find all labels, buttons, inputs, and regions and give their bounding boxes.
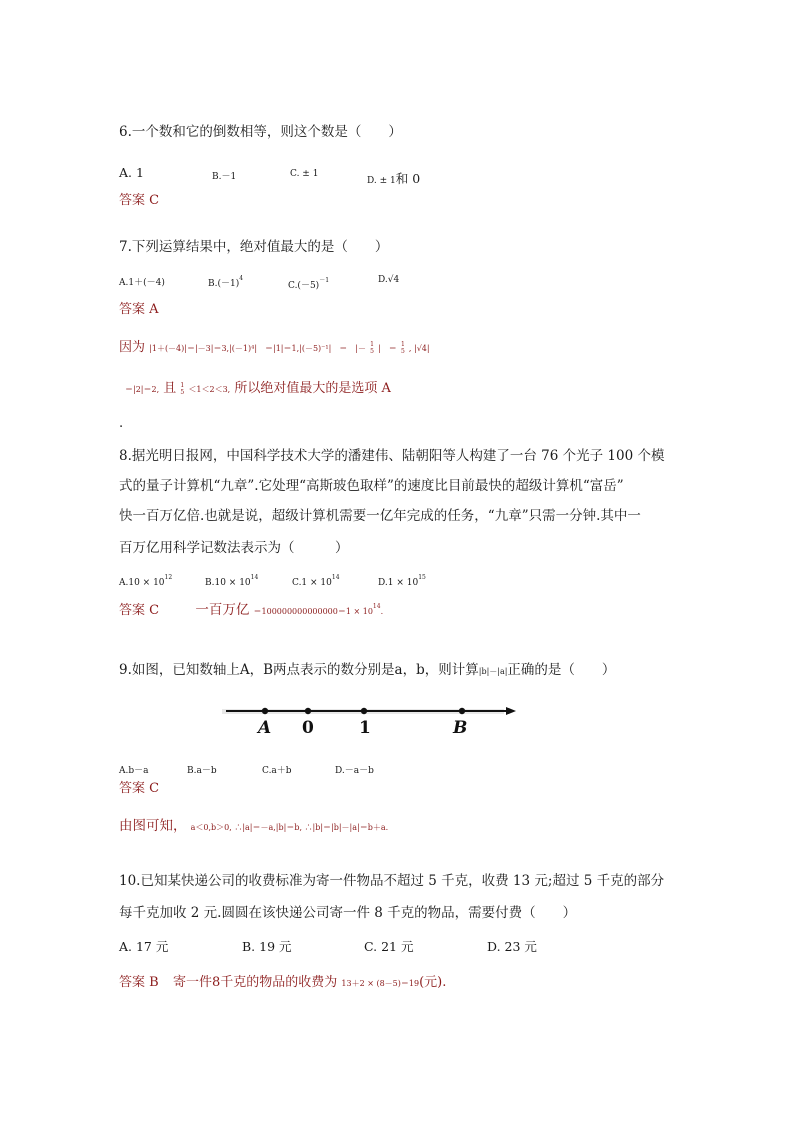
q7-explain-math1: |1＋(－4)|＝|－3|＝3,|(－1)⁴| ＝|1|＝1,|(－5)⁻¹| ＝ |－ bbox=[149, 344, 366, 353]
frac-numerator: 1 bbox=[180, 381, 185, 389]
label-one: 1 bbox=[359, 718, 371, 738]
q7-explain2-math: ＝|2|＝2, bbox=[125, 385, 160, 394]
q6-answer: 答案 C bbox=[119, 193, 160, 208]
q10-line2: 每千克加收 2 元.圆圆在该快递公司寄一件 8 千克的物品，需要付费（ ） bbox=[119, 905, 577, 921]
q7-dot: . bbox=[119, 416, 124, 431]
q9-option-d: D.－a－b bbox=[335, 766, 374, 776]
q10-explain-text: 寄一件8千克的物品的收费为 bbox=[172, 975, 338, 990]
q7-option-d: D.√4 bbox=[378, 275, 400, 285]
q8-option-d bbox=[378, 574, 426, 588]
q9-option-c: C.a＋b bbox=[262, 766, 292, 776]
q7-explain2-math2: ＜1＜2＜3, bbox=[188, 385, 231, 394]
q9-option-a: A.b－a bbox=[119, 766, 149, 776]
q8-option-c-exp: 14 bbox=[331, 574, 340, 581]
q7-stem: 7.下列运算结果中，绝对值最大的是（ ） bbox=[119, 239, 389, 255]
q10-answer: 答案 B bbox=[119, 975, 159, 990]
q7-option-b bbox=[208, 275, 243, 289]
q7-option-c bbox=[288, 275, 329, 291]
axis-arrow bbox=[506, 707, 516, 715]
q10-line1: 10.已知某快递公司的收费标准为寄一件物品不超过 5 千克，收费 13 元;超过 5 千克的部分 bbox=[119, 873, 665, 889]
q8-option-d-exp: 15 bbox=[418, 574, 426, 581]
q7-explain-math3: , |√4| bbox=[408, 344, 430, 353]
q7-option-b-exp: 4 bbox=[239, 275, 244, 282]
q7-option-c-exp: －1 bbox=[319, 277, 330, 284]
q8-explain-text: 一百万亿 bbox=[195, 602, 250, 618]
q7-option-a: A.1＋(－4) bbox=[119, 278, 165, 288]
frac-denominator: 5 bbox=[370, 347, 374, 355]
frac-numerator: 1 bbox=[400, 340, 405, 348]
q10-option-c: C. 21 元 bbox=[364, 939, 414, 954]
q10-explain-math: 13＋2 × (8－5)＝19 bbox=[341, 979, 420, 988]
q8-option-d-base: D.1 × 10 bbox=[378, 578, 419, 588]
q7-explain2-text2: 所以绝对值最大的是选项 A bbox=[234, 381, 391, 396]
frac-numerator: 1 bbox=[370, 340, 374, 348]
q10-explain-unit: (元). bbox=[419, 975, 447, 990]
q7-explain-line1 bbox=[119, 340, 430, 357]
q8-line2: 式的量子计算机“九章”.它处理“高斯玻色取样”的速度比目前最快的超级计算机“富岳” bbox=[119, 478, 624, 494]
q8-option-a bbox=[119, 574, 172, 588]
label-zero: 0 bbox=[302, 718, 314, 738]
q7-answer: 答案 A bbox=[119, 302, 159, 317]
q8-line4: 百万亿用科学记数法表示为（ ） bbox=[119, 540, 349, 556]
q9-option-b: B.a－b bbox=[187, 766, 217, 776]
q8-option-b bbox=[205, 574, 258, 588]
frac-denominator: 5 bbox=[180, 388, 185, 396]
q8-option-b-base: B.10 × 10 bbox=[205, 578, 251, 588]
q10-option-a: A. 17 元 bbox=[119, 939, 169, 954]
q6-option-d-small: D. ± 1 bbox=[367, 176, 396, 186]
q7-explain2-frac bbox=[180, 382, 184, 396]
q6-option-a: A. 1 bbox=[119, 165, 144, 180]
point-one-dot bbox=[361, 708, 367, 714]
q6-option-b: B.－1 bbox=[212, 172, 237, 182]
q8-option-b-exp: 14 bbox=[250, 574, 259, 581]
q6-stem: 6.一个数和它的倒数相等，则这个数是（ ） bbox=[119, 124, 402, 140]
q10-option-d: D. 23 元 bbox=[487, 939, 537, 954]
q10-option-b: B. 19 元 bbox=[242, 939, 292, 954]
q9-stem-a: 9.如图，已知数轴上A，B两点表示的数分别是a，b，则计算 bbox=[119, 662, 479, 678]
q8-explain-end: . bbox=[380, 607, 384, 616]
q7-option-c-base: C.(－5) bbox=[288, 281, 320, 291]
q7-option-b-base: B.(－1) bbox=[208, 279, 240, 289]
q8-option-a-base: A.10 × 10 bbox=[119, 578, 165, 588]
number-line-figure bbox=[222, 698, 518, 742]
q9-stem-b: 正确的是（ ） bbox=[507, 662, 616, 678]
label-a: A bbox=[258, 718, 272, 738]
q8-line3: 快一百万亿倍.也就是说，超级计算机需要一亿年完成的任务，“九章”只需一分钟.其中一 bbox=[119, 508, 641, 524]
label-b: B bbox=[453, 718, 468, 738]
q9-answer: 答案 C bbox=[119, 781, 160, 796]
q9-stem bbox=[119, 662, 615, 680]
q8-option-a-exp: 12 bbox=[164, 574, 173, 581]
q10-answer-line bbox=[119, 975, 446, 992]
q6-option-d-tail: 和 0 bbox=[395, 171, 421, 186]
q8-option-c-base: C.1 × 10 bbox=[292, 578, 332, 588]
q9-explain bbox=[119, 818, 388, 836]
q9-explain-math: a＜0,b＞0, ∴|a|＝－a,|b|＝b, ∴|b|＝|b|－|a|＝b＋a. bbox=[190, 823, 389, 832]
q9-stem-math: |b|－|a| bbox=[478, 667, 508, 676]
q8-option-c bbox=[292, 574, 340, 588]
q7-explain-frac2 bbox=[401, 341, 405, 355]
q8-answer-line bbox=[119, 599, 383, 620]
point-b-dot bbox=[459, 708, 465, 714]
q8-answer: 答案 C bbox=[119, 603, 160, 618]
q7-explain-math2: | ＝ bbox=[378, 344, 397, 353]
q7-explain-frac1 bbox=[370, 341, 374, 355]
q7-explain-line2 bbox=[125, 381, 391, 398]
q8-explain-math: ＝100000000000000＝1 × 10 bbox=[253, 607, 373, 616]
q8-explain-exp: 14 bbox=[372, 603, 381, 610]
q7-explain2-text1: 且 bbox=[163, 381, 177, 396]
q8-line1: 8.据光明日报网，中国科学技术大学的潘建伟、陆朝阳等人构建了一台 76 个光子 100 个模 bbox=[119, 448, 665, 464]
q6-option-c: C. ± 1 bbox=[290, 169, 319, 179]
q6-option-d bbox=[367, 169, 420, 187]
point-zero-dot bbox=[305, 708, 311, 714]
frac-denominator: 5 bbox=[400, 347, 405, 355]
point-a-dot bbox=[262, 708, 268, 714]
q7-explain-prefix: 因为 bbox=[119, 340, 146, 355]
q9-explain-text: 由图可知， bbox=[119, 818, 187, 834]
